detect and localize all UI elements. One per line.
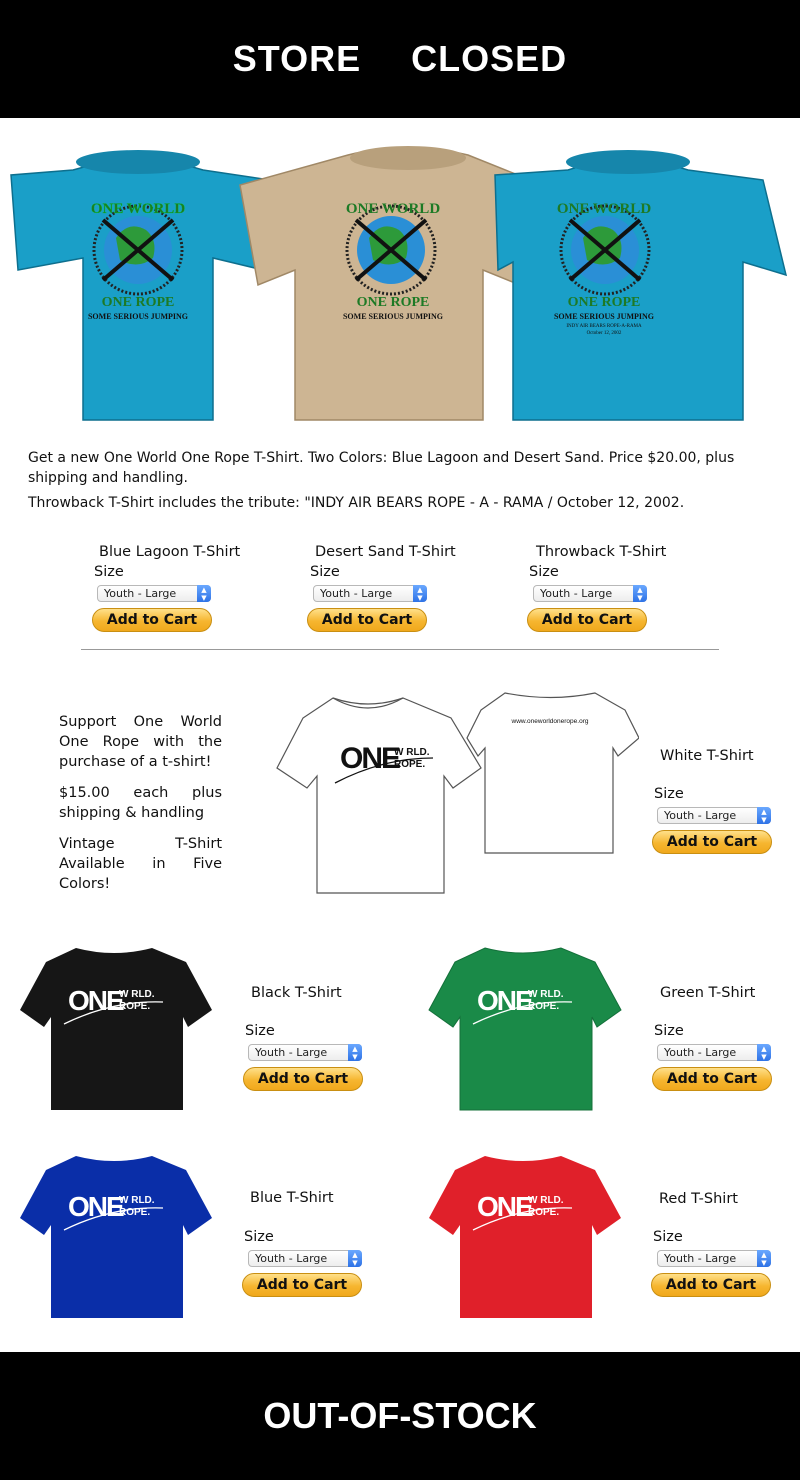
- chevron-updown-icon: ▲ ▼: [348, 1044, 362, 1061]
- desert-sand-size-label: Size: [310, 564, 340, 580]
- store-closed-banner: [0, 0, 800, 118]
- out-of-stock-banner: [0, 1352, 800, 1480]
- blue-logo-one: ONE: [68, 1191, 123, 1222]
- white-add-to-cart-button[interactable]: Add to Cart: [652, 830, 772, 854]
- blue-add-to-cart-button[interactable]: Add to Cart: [242, 1273, 362, 1297]
- throwback-size-label: Size: [529, 564, 559, 580]
- one-world-shirts-image: [8, 140, 794, 425]
- chevron-updown-icon: ▲ ▼: [757, 807, 771, 824]
- support-paragraph-3: Vintage T-Shirt Available in Five Colors!: [59, 836, 222, 892]
- white-shirt-front: [277, 698, 481, 893]
- throwback-print-tribute1: INDY AIR BEARS ROPE-A-RAMA: [566, 324, 642, 329]
- red-shirt-image: [427, 1150, 623, 1320]
- red-logo-rope: ROPE.: [528, 1207, 560, 1218]
- desert-sand-size-select[interactable]: Youth - Large ▲ ▼: [313, 585, 427, 602]
- chevron-updown-icon: ▲ ▼: [197, 585, 211, 602]
- chevron-updown-icon: ▲ ▼: [757, 1250, 771, 1267]
- red-size-label: Size: [653, 1229, 683, 1245]
- support-paragraph-1: Support One World One Rope with the purchase of a t-shirt!: [59, 714, 222, 770]
- white-shirt-url: www.oneworldonerope.org: [511, 718, 589, 725]
- red-title: Red T-Shirt: [659, 1191, 738, 1207]
- blue-logo-rope: ROPE.: [119, 1207, 151, 1218]
- red-size-select[interactable]: Youth - Large ▲ ▼: [657, 1250, 771, 1267]
- chevron-updown-icon: ▲ ▼: [757, 1044, 771, 1061]
- red-logo-world: W RLD.: [528, 1195, 564, 1206]
- blue-lagoon-add-to-cart-button[interactable]: Add to Cart: [92, 608, 212, 632]
- green-title: Green T-Shirt: [660, 985, 756, 1001]
- black-size-select[interactable]: Youth - Large ▲ ▼: [248, 1044, 362, 1061]
- blue-shirt-image: [18, 1150, 214, 1320]
- green-size-label: Size: [654, 1023, 684, 1039]
- sand-print-top: ONE WORLD: [345, 201, 441, 217]
- white-logo-rope: ROPE.: [394, 759, 426, 770]
- white-shirt-back: [467, 693, 639, 853]
- blue-logo-world: W RLD.: [119, 1195, 155, 1206]
- red-logo-one: ONE: [477, 1191, 532, 1222]
- throwback-size-select[interactable]: Youth - Large ▲ ▼: [533, 585, 647, 602]
- support-paragraph-2: $15.00 each plus shipping & handling: [59, 785, 222, 821]
- green-add-to-cart-button[interactable]: Add to Cart: [652, 1067, 772, 1091]
- white-size-label: Size: [654, 786, 684, 802]
- blue-size-select[interactable]: Youth - Large ▲ ▼: [248, 1250, 362, 1267]
- chevron-updown-icon: ▲ ▼: [413, 585, 427, 602]
- blue-print-top: ONE WORLD: [90, 201, 186, 217]
- red-add-to-cart-button[interactable]: Add to Cart: [651, 1273, 771, 1297]
- throwback-print-bottom: ONE ROPE: [567, 295, 641, 310]
- black-logo-rope: ROPE.: [119, 1001, 151, 1012]
- black-logo-one: ONE: [68, 985, 123, 1016]
- intro-line-1: Get a new One World One Rope T-Shirt. Two Colors: Blue Lagoon and Desert Sand. Price $20.00, plus shipping and handling.: [28, 450, 735, 486]
- intro-description: [28, 448, 773, 513]
- throwback-title: Throwback T-Shirt: [536, 544, 667, 560]
- white-title: White T-Shirt: [660, 748, 754, 764]
- blue-lagoon-size-select[interactable]: Youth - Large ▲ ▼: [97, 585, 211, 602]
- chevron-updown-icon: ▲ ▼: [633, 585, 647, 602]
- blue-print-bottom: ONE ROPE: [101, 295, 175, 310]
- throwback-print-tagline: SOME SERIOUS JUMPING: [553, 312, 655, 321]
- green-logo-world: W RLD.: [528, 989, 564, 1000]
- black-size-label: Size: [245, 1023, 275, 1039]
- blue-lagoon-size-label: Size: [94, 564, 124, 580]
- black-title: Black T-Shirt: [251, 985, 342, 1001]
- sand-print-tagline: SOME SERIOUS JUMPING: [342, 312, 444, 321]
- black-shirt-image: [18, 942, 214, 1112]
- blue-title: Blue T-Shirt: [250, 1190, 334, 1206]
- white-shirt-image: [273, 688, 639, 898]
- blue-lagoon-title: Blue Lagoon T-Shirt: [99, 544, 241, 560]
- chevron-updown-icon: ▲ ▼: [348, 1250, 362, 1267]
- green-logo-rope: ROPE.: [528, 1001, 560, 1012]
- blue-size-label: Size: [244, 1229, 274, 1245]
- throwback-print-top: ONE WORLD: [556, 201, 652, 217]
- intro-line-2: Throwback T-Shirt includes the tribute: "INDY AIR BEARS ROPE - A - RAMA / October 12, 2002.: [28, 495, 685, 511]
- desert-sand-add-to-cart-button[interactable]: Add to Cart: [307, 608, 427, 632]
- white-logo-world: W RLD.: [394, 747, 430, 758]
- sand-print-bottom: ONE ROPE: [356, 295, 430, 310]
- white-logo-one: ONE: [340, 742, 400, 775]
- store-closed-text: STORE CLOSED: [232, 38, 568, 79]
- blue-print-tagline: SOME SERIOUS JUMPING: [87, 312, 189, 321]
- out-of-stock-text: OUT-OF-STOCK: [263, 1395, 537, 1436]
- blue-lagoon-shirt: [11, 150, 270, 420]
- support-text: [59, 712, 222, 894]
- throwback-shirt: [495, 150, 786, 420]
- black-add-to-cart-button[interactable]: Add to Cart: [243, 1067, 363, 1091]
- desert-sand-title: Desert Sand T-Shirt: [315, 544, 456, 560]
- throwback-add-to-cart-button[interactable]: Add to Cart: [527, 608, 647, 632]
- green-shirt-image: [427, 942, 623, 1112]
- black-logo-world: W RLD.: [119, 989, 155, 1000]
- green-size-select[interactable]: Youth - Large ▲ ▼: [657, 1044, 771, 1061]
- green-logo-one: ONE: [477, 985, 532, 1016]
- throwback-print-tribute2: October 12, 2002: [586, 331, 622, 336]
- white-size-select[interactable]: Youth - Large ▲ ▼: [657, 807, 771, 824]
- section-divider: [81, 649, 719, 650]
